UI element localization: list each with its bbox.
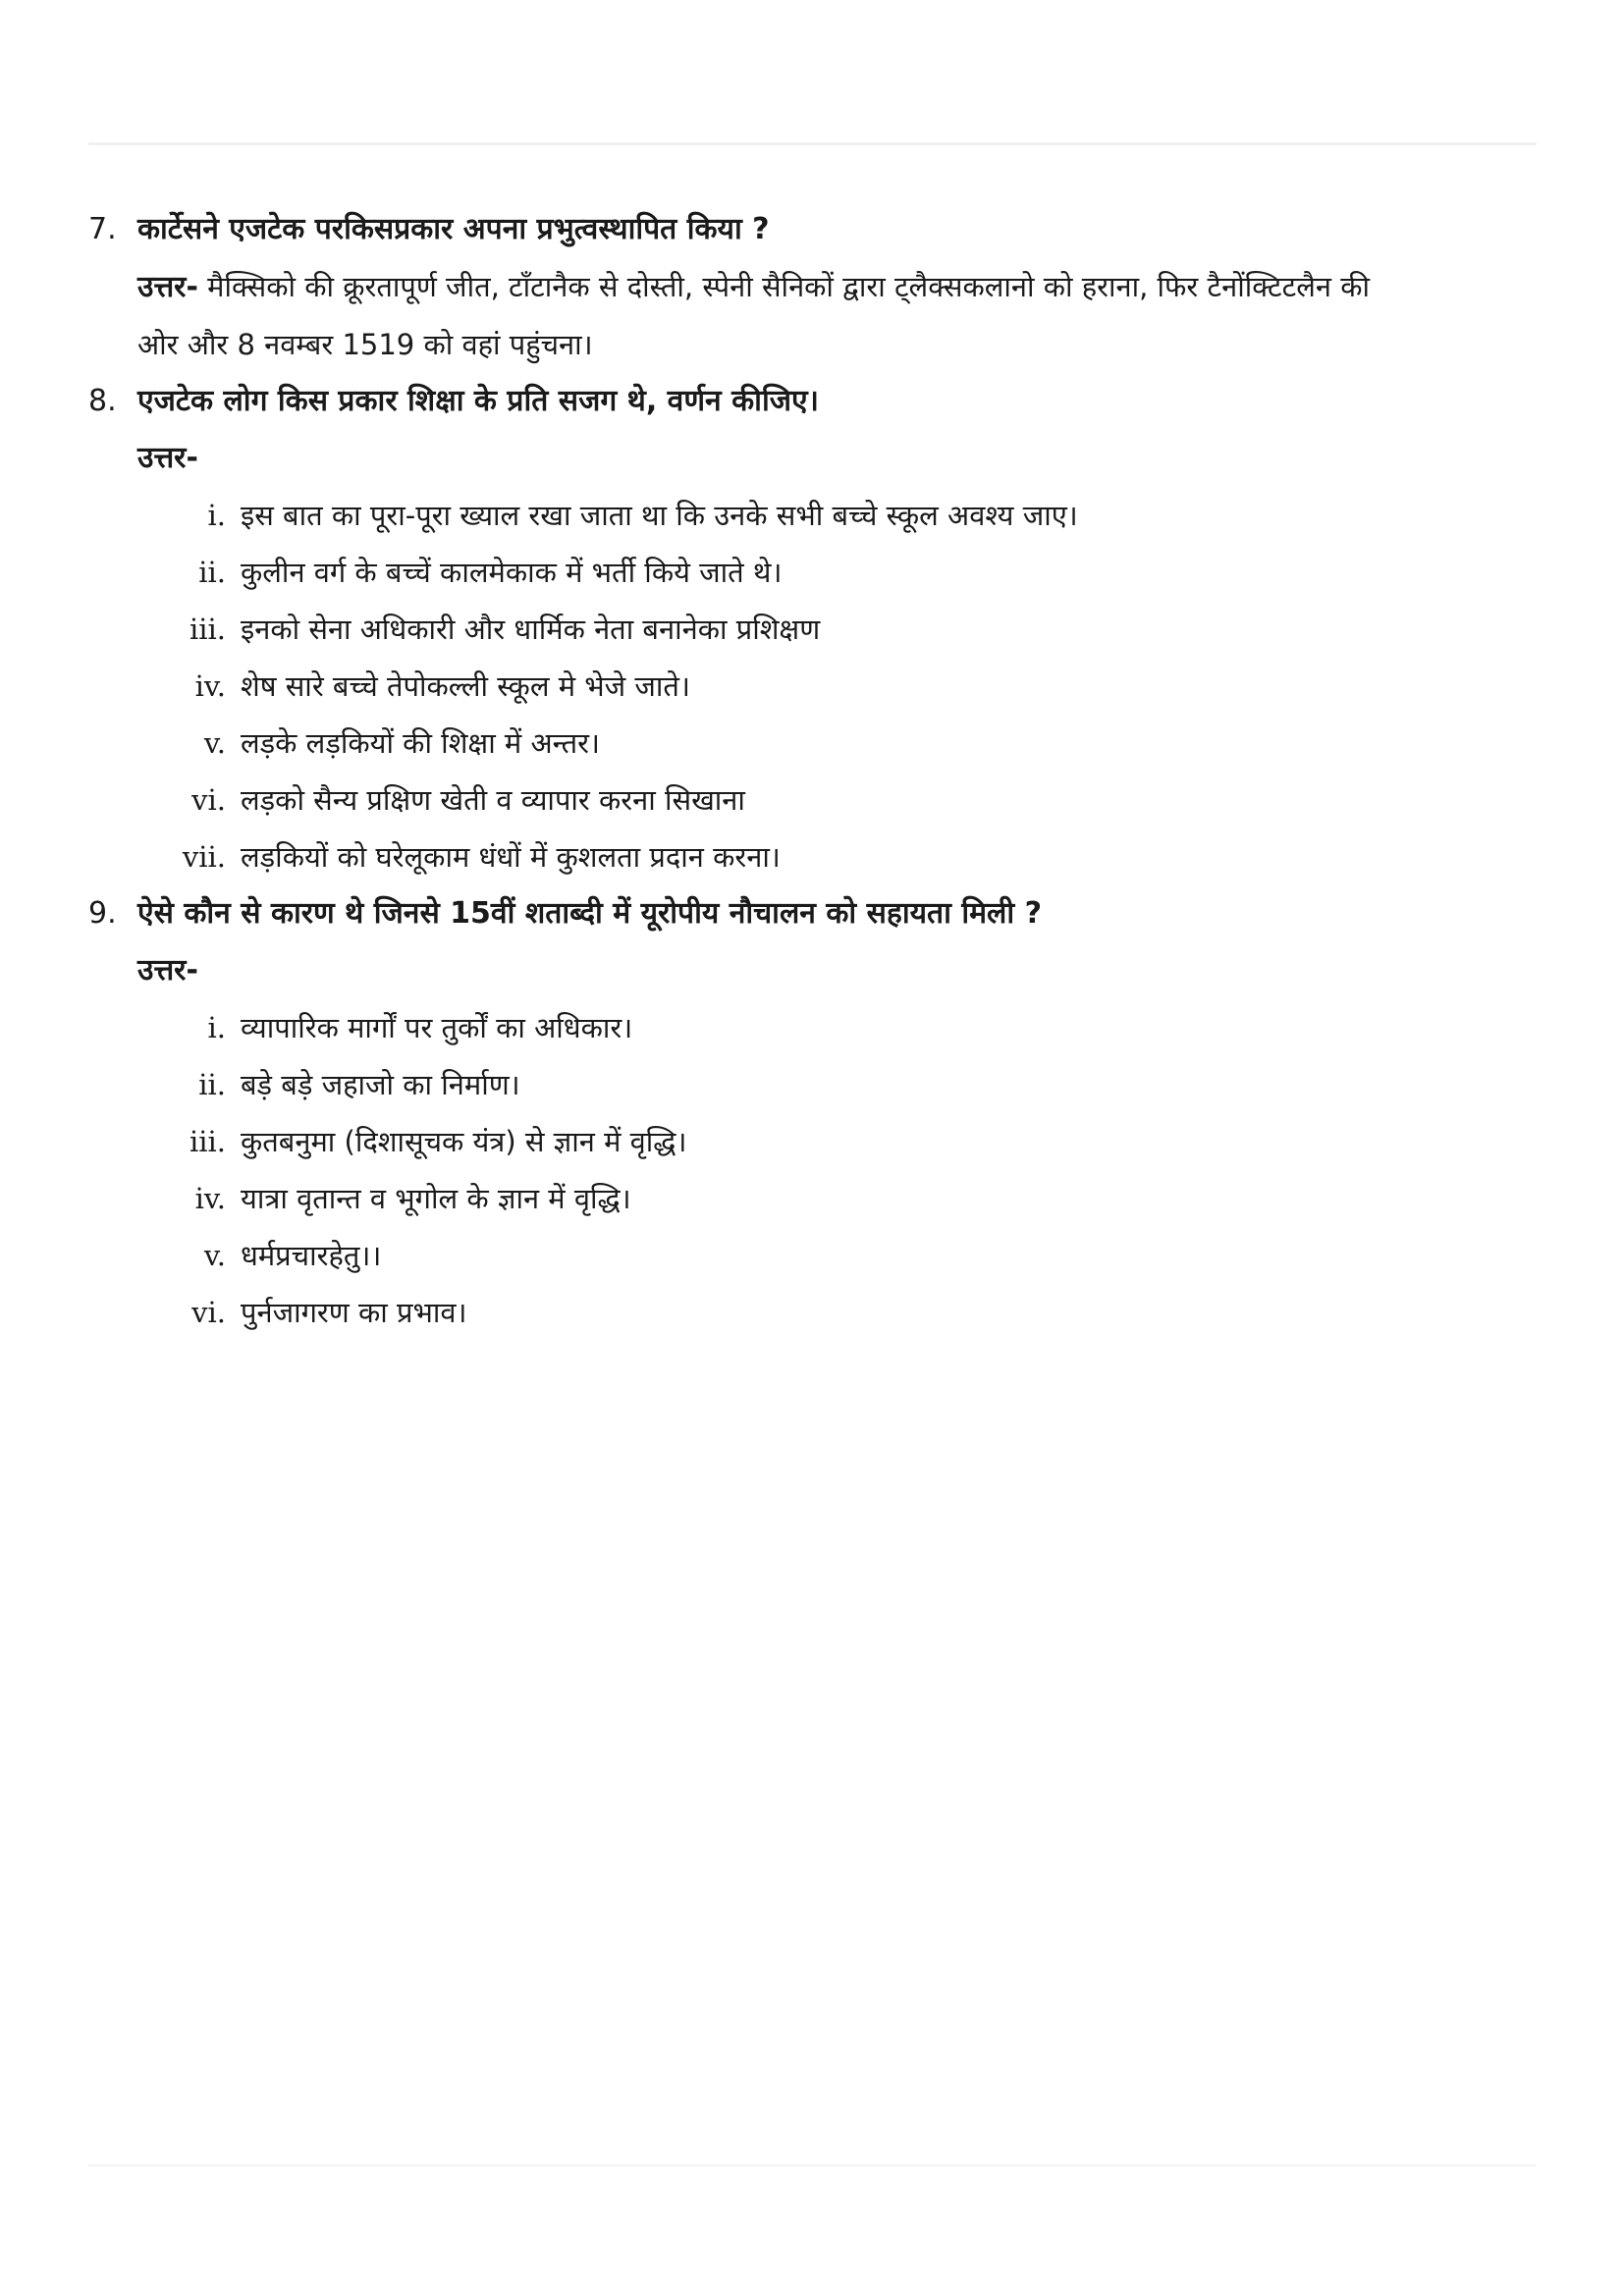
- answer-list: [137, 999, 1542, 1341]
- list-item-text: लड़को सैन्य प्रक्षिण खेती व व्यापार करना सिखाना: [241, 783, 745, 817]
- list-item-number: ii.: [198, 1068, 226, 1101]
- top-divider: [88, 142, 1537, 145]
- question-text: एजटेक लोग किस प्रकार शिक्षा के प्रति सजग थे, वर्णन कीजिए।: [137, 384, 819, 418]
- list-item-text: इस बात का पूरा-पूरा ख्याल रखा जाता था कि उनके सभी बच्चे स्कूल अवश्य जाए।: [241, 499, 1078, 532]
- list-item: [137, 601, 1542, 658]
- question-text: कार्टेसने एजटेक परकिसप्रकार अपना प्रभुत्वस्थापित किया ?: [137, 212, 770, 246]
- list-item: [137, 1056, 1542, 1113]
- list-item-text: बड़े बड़े जहाजो का निर्माण।: [241, 1068, 520, 1101]
- list-item: [137, 487, 1542, 544]
- list-item-text: शेष सारे बच्चे तेपोकल्ली स्कूल मे भेजे जाते।: [241, 669, 690, 703]
- list-item-text: इनको सेना अधिकारी और धार्मिक नेता बनानेका प्रशिक्षण: [241, 613, 821, 646]
- answer-label: उत्तर-: [137, 270, 198, 304]
- list-item-text: पुर्नजागरण का प्रभाव।: [241, 1296, 467, 1329]
- question-number: 7.: [88, 212, 117, 246]
- list-item: [137, 1113, 1542, 1170]
- list-item: [137, 1170, 1542, 1227]
- list-item-number: iii.: [189, 613, 226, 646]
- list-item-number: vi.: [191, 1296, 226, 1329]
- list-item-number: iv.: [194, 1182, 226, 1215]
- answer-text-line-1: मैक्सिको की क्रूरतापूर्ण जीत, टाँटानैक से दोस्ती, स्पेनी सैनिकों द्वारा ट्लैक्सकलानो को हराना, फिर टैनोंक्टिटलैन की: [197, 270, 1371, 303]
- list-item: [137, 1284, 1542, 1341]
- list-item-number: v.: [203, 1239, 226, 1272]
- question-8: [88, 373, 1542, 885]
- list-item: [137, 1227, 1542, 1284]
- question-number: 9.: [88, 896, 117, 931]
- list-item: [137, 828, 1542, 885]
- question-7: [88, 201, 1542, 373]
- list-item-text: व्यापारिक मार्गों पर तुर्कों का अधिकार।: [241, 1011, 633, 1044]
- list-item-number: vii.: [182, 840, 226, 874]
- list-item-text: कुतबनुमा (दिशासूचक यंत्र) से ज्ञान में वृद्धि।: [241, 1125, 687, 1158]
- list-item: [137, 772, 1542, 828]
- question-number: 8.: [88, 384, 117, 418]
- answer-label: उत्तर-: [137, 953, 198, 988]
- list-item-number: ii.: [198, 556, 226, 589]
- list-item: [137, 715, 1542, 772]
- list-item-text: यात्रा वृतान्त व भूगोल के ज्ञान में वृद्धि।: [241, 1182, 631, 1215]
- list-item-text: लड़के लड़कियों की शिक्षा में अन्तर।: [241, 726, 600, 760]
- list-item: [137, 658, 1542, 715]
- answer-label: उत्तर-: [137, 441, 198, 475]
- answer-block: [137, 258, 1542, 373]
- list-item-number: v.: [203, 726, 226, 760]
- page-content: [88, 201, 1542, 1341]
- list-item-text: लड़कियों को घरेलूकाम धंधों में कुशलता प्रदान करना।: [241, 840, 781, 874]
- list-item-number: iii.: [189, 1125, 226, 1158]
- list-item-number: vi.: [191, 783, 226, 817]
- list-item-number: i.: [207, 499, 226, 532]
- bottom-divider: [88, 2164, 1537, 2166]
- question-text: ऐसे कौन से कारण थे जिनसे 15वीं शताब्दी में यूरोपीय नौचालन को सहायता मिली ?: [137, 896, 1042, 931]
- answer-text-line-2: ओर और 8 नवम्बर 1519 को वहां पहुंचना।: [137, 328, 593, 361]
- list-item-text: धर्मप्रचारहेतु।।: [241, 1239, 382, 1272]
- list-item-number: i.: [207, 1011, 226, 1044]
- list-item-number: iv.: [194, 669, 226, 703]
- question-9: [88, 885, 1542, 1341]
- list-item-text: कुलीन वर्ग के बच्चें कालमेकाक में भर्ती किये जाते थे।: [241, 556, 783, 589]
- list-item: [137, 544, 1542, 601]
- list-item: [137, 999, 1542, 1056]
- answer-list: [137, 487, 1542, 885]
